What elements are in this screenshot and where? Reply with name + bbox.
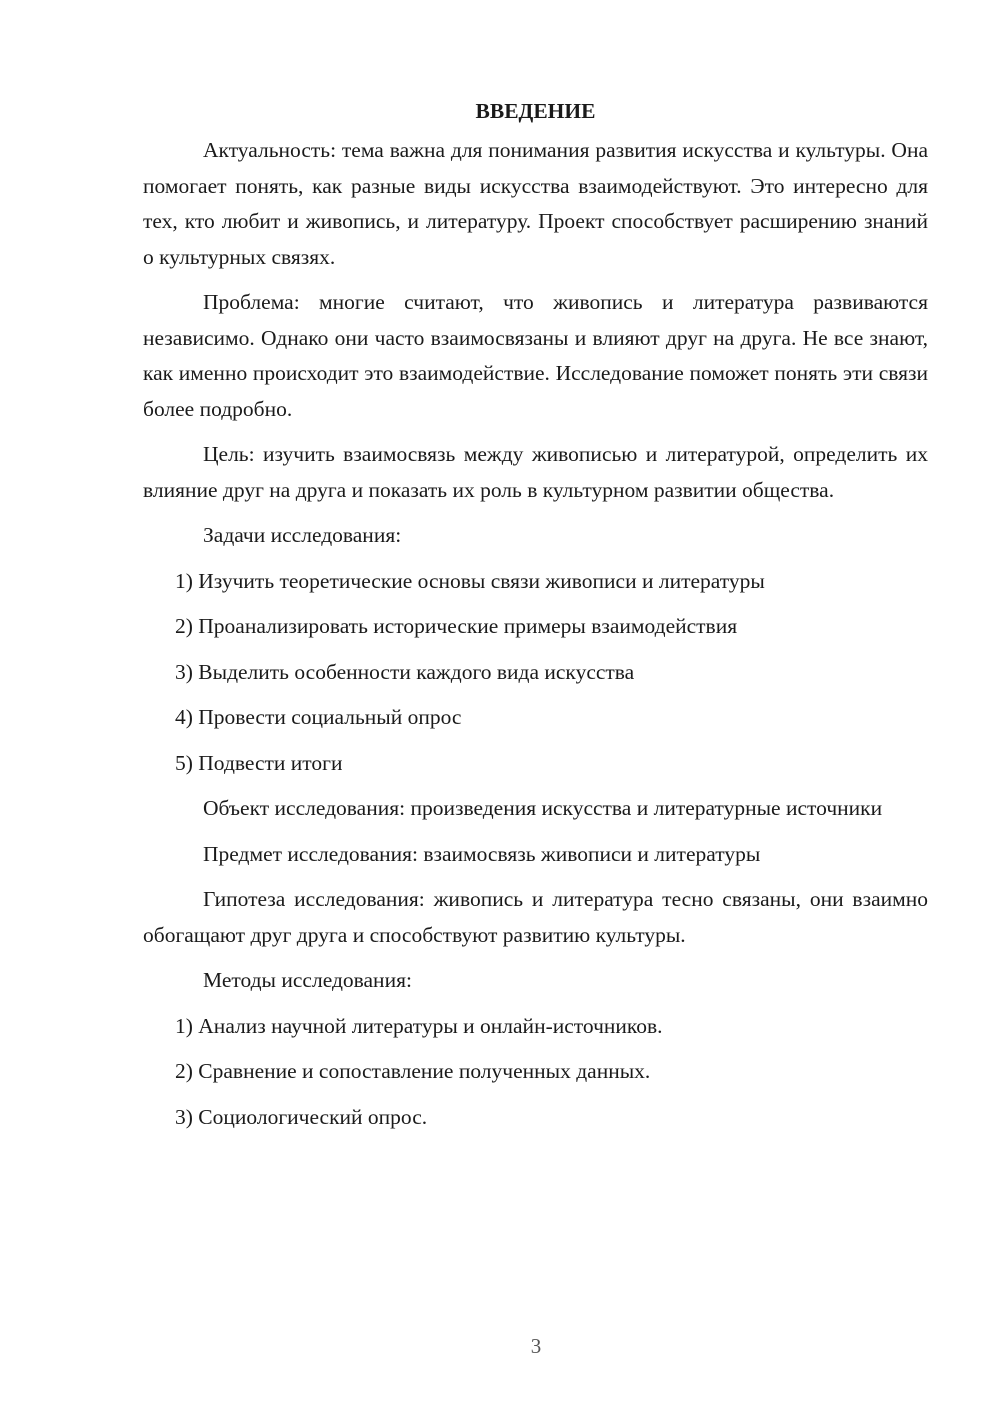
- page-number: 3: [530, 1334, 542, 1358]
- tasks-heading: Задачи исследования:: [203, 523, 402, 547]
- list-item: 3) Выделить особенности каждого вида искусства: [175, 659, 635, 684]
- list-item: 1) Анализ научной литературы и онлайн-источников.: [175, 1013, 663, 1038]
- list-item: 2) Проанализировать исторические примеры взаимодействия: [175, 614, 738, 638]
- list-item: 5) Подвести итоги: [175, 750, 343, 775]
- object-paragraph: Объект исследования: произведения искусства и литературные источники: [203, 796, 883, 820]
- relevance-paragraph: Актуальность: тема важна для понимания развития искусства и культуры. Она помогает понять, как разные виды искусства взаимодействуют. Это интересно для тех, кто любит и живопись, и литературу. Проект способствует расширению знаний о культурных связях.: [143, 138, 928, 269]
- list-item: 4) Провести социальный опрос: [175, 705, 462, 729]
- problem-paragraph: Проблема: многие считают, что живопись и литература развиваются независимо. Однако они часто взаимосвязаны и влияют друг на друга. Не все знают, как именно происходит это взаимодействие. Исследование поможет понять эти связи более подробно.: [143, 290, 928, 421]
- page-title: ВВЕДЕНИЕ: [475, 99, 596, 123]
- list-item: 3) Социологический опрос.: [175, 1104, 428, 1129]
- goal-paragraph: Цель: изучить взаимосвязь между живописью и литературой, определить их влияние друг на друга и показать их роль в культурном развитии общества.: [143, 442, 928, 502]
- tasks-list: [143, 564, 928, 782]
- methods-heading: Методы исследования:: [203, 968, 412, 992]
- list-item: 1) Изучить теоретические основы связи живописи и литературы: [175, 568, 765, 593]
- list-item: 2) Сравнение и сопоставление полученных данных.: [175, 1059, 651, 1083]
- page-content: [143, 95, 928, 1145]
- subject-paragraph: Предмет исследования: взаимосвязь живописи и литературы: [203, 841, 761, 866]
- hypothesis-paragraph: Гипотеза исследования: живопись и литература тесно связаны, они взаимно обогащают друг друга и способствуют развитию культуры.: [143, 887, 928, 947]
- methods-list: [143, 1009, 928, 1136]
